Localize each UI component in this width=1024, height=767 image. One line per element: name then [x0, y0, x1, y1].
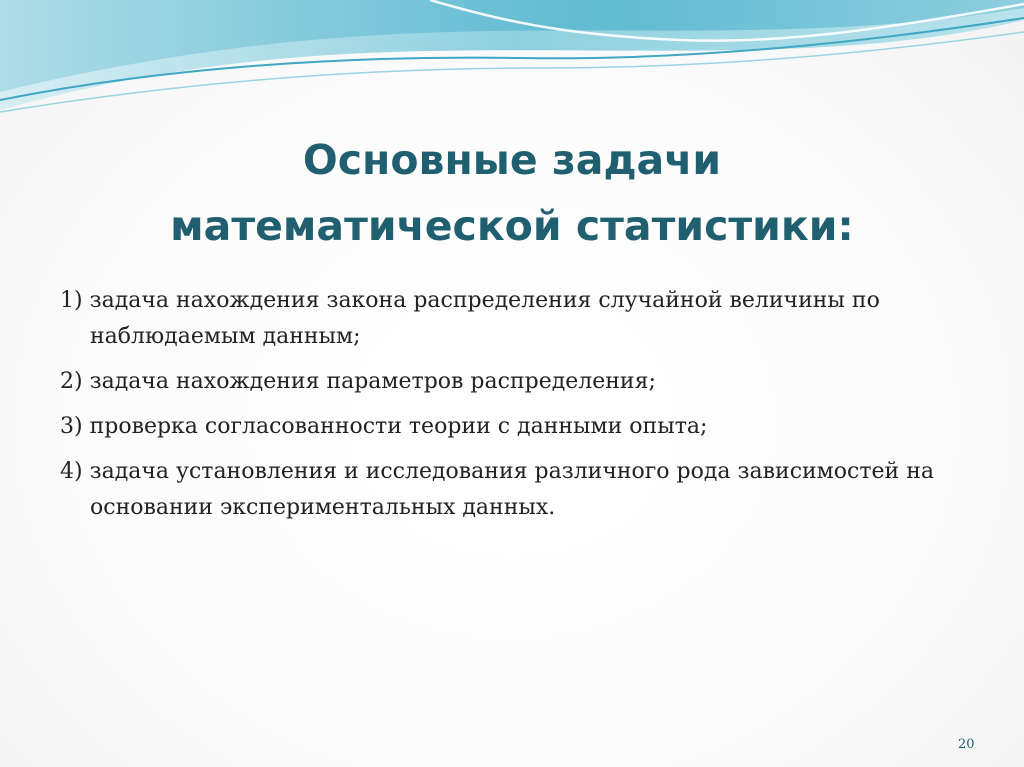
task-item-4: 4) задача установления и исследования различного рода зависимостей на основании экспериментальных данных. — [60, 459, 934, 520]
task-list — [60, 283, 960, 535]
task-item-3: 3) проверка согласованности теории с данными опыта; — [60, 414, 708, 439]
page-number: 20 — [958, 737, 975, 752]
slide-title-line-1: Основные задачи — [302, 136, 722, 185]
slide-title-line-2: математической статистики: — [170, 202, 854, 251]
task-item-2: 2) задача нахождения параметров распределения; — [60, 369, 656, 394]
slide-title — [0, 127, 1024, 259]
header-wave-decoration — [0, 0, 1024, 130]
task-item-1: 1) задача нахождения закона распределения случайной величины по наблюдаемым данным; — [60, 288, 880, 349]
